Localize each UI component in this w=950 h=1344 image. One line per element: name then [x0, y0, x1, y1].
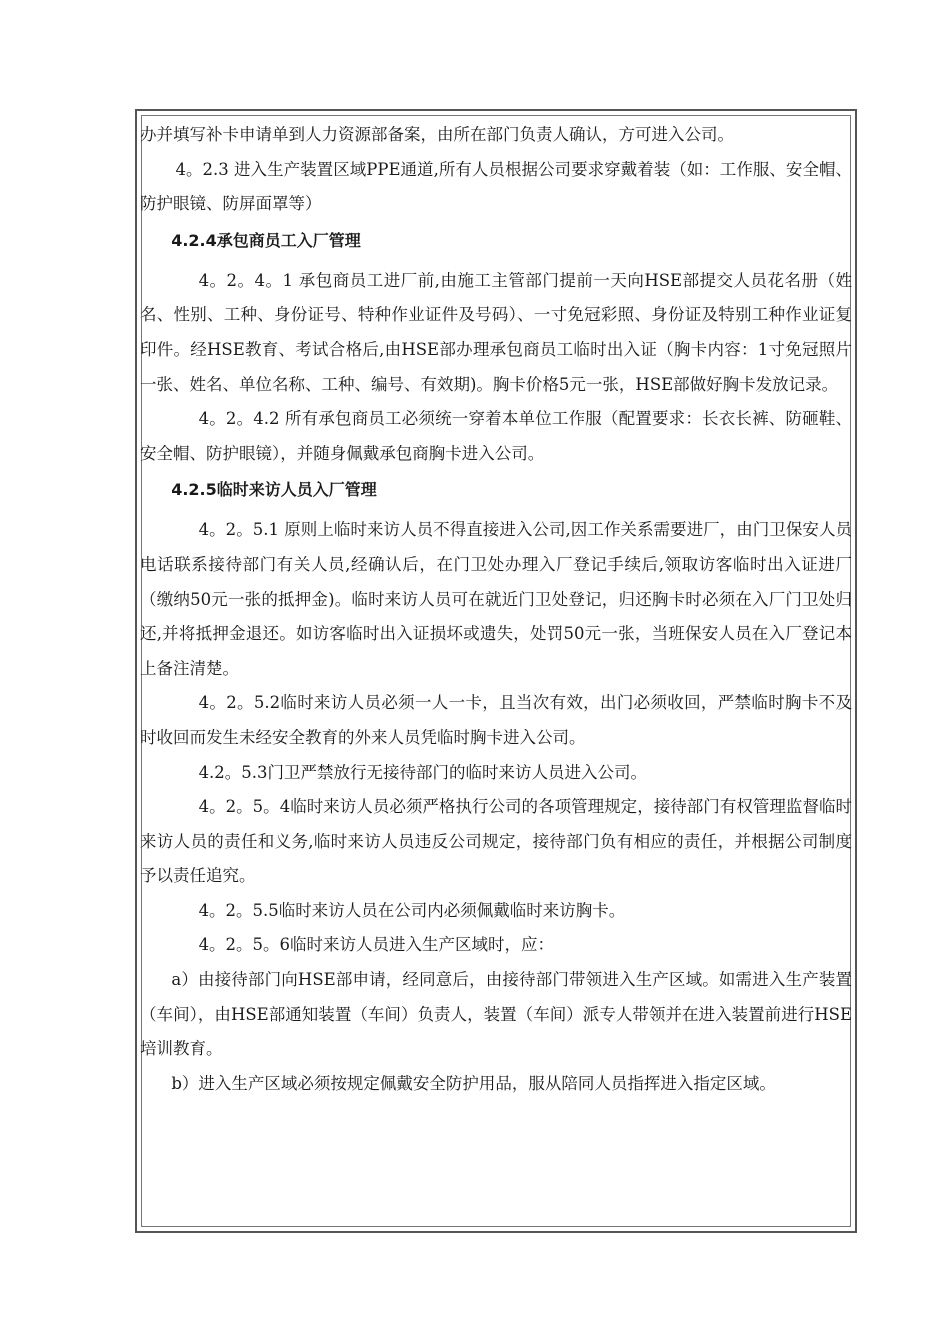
section-heading-4-2-4: 4.2.4承包商员工入厂管理 — [171, 230, 361, 250]
paragraph-4-2-5-2: 4。2。5.2临时来访人员必须一人一卡，且当次有效，出门必须收回，严禁临时胸卡不及时收回而发生未经安全教育的外来人员凭临时胸卡进入公司。 — [140, 693, 852, 747]
paragraph-4-2-5-3: 4.2。5.3门卫严禁放行无接待部门的临时来访人员进入公司。 — [198, 762, 648, 782]
paragraph-4-2-5-5: 4。2。5.5临时来访人员在公司内必须佩戴临时来访胸卡。 — [198, 900, 626, 920]
paragraph-4-2-5-6: 4。2。5。6临时来访人员进入生产区域时，应： — [198, 935, 555, 955]
section-heading-4-2-5: 4.2.5临时来访人员入厂管理 — [171, 480, 377, 500]
paragraph-4-2-4-2: 4。2。4.2 所有承包商员工必须统一穿着本单位工作服（配置要求：长衣长裤、防砸鞋、安全帽、防护眼镜），并随身佩戴承包商胸卡进入公司。 — [140, 409, 852, 463]
list-item-b: b）进入生产区域必须按规定佩戴安全防护用品，服从陪同人员指挥进入指定区域。 — [171, 1073, 776, 1093]
document-body — [140, 118, 852, 1101]
paragraph-4-2-3: 4。2.3 进入生产装置区域PPE通道,所有人员根据公司要求穿戴着装（如：工作服、安全帽、防护眼镜、防屏面罩等） — [140, 159, 852, 214]
paragraph-4-2-4-1: 4。2。4。1 承包商员工进厂前,由施工主管部门提前一天向HSE部提交人员花名册（姓名、性别、工种、身份证号、特种作业证件及号码）、一寸免冠彩照、身份证及特别工种作业证复印件。经HSE教育、考试合格后,由HSE部办理承包商员工临时出入证（胸卡内容：1寸免冠照片一张、姓名、单位名称、工种、编号、有效期)。胸卡价格5元一张，HSE部做好胸卡发放记录。 — [140, 270, 852, 394]
paragraph-4-2-5-4: 4。2。5。4临时来访人员必须严格执行公司的各项管理规定，接待部门有权管理监督临时来访人员的责任和义务,临时来访人员违反公司规定，接待部门负有相应的责任，并根据公司制度予以责任追究。 — [140, 797, 852, 886]
list-item-a: a）由接待部门向HSE部申请，经同意后，由接待部门带领进入生产区域。如需进入生产装置（车间），由HSE部通知装置（车间）负责人，装置（车间）派专人带领并在进入装置前进行HSE培训教育。 — [140, 970, 852, 1059]
paragraph-4-2-5-1: 4。2。5.1 原则上临时来访人员不得直接进入公司,因工作关系需要进厂，由门卫保安人员电话联系接待部门有关人员,经确认后，在门卫处办理入厂登记手续后,领取访客临时出入证进厂（缴纳50元一张的抵押金)。临时来访人员可在就近门卫处登记，归还胸卡时必须在入厂门卫处归还,并将抵押金退还。如访客临时出入证损坏或遗失，处罚50元一张，当班保安人员在入厂登记本上备注清楚。 — [140, 520, 852, 678]
paragraph-continuation: 办并填写补卡申请单到人力资源部备案，由所在部门负责人确认，方可进入公司。 — [140, 125, 734, 144]
